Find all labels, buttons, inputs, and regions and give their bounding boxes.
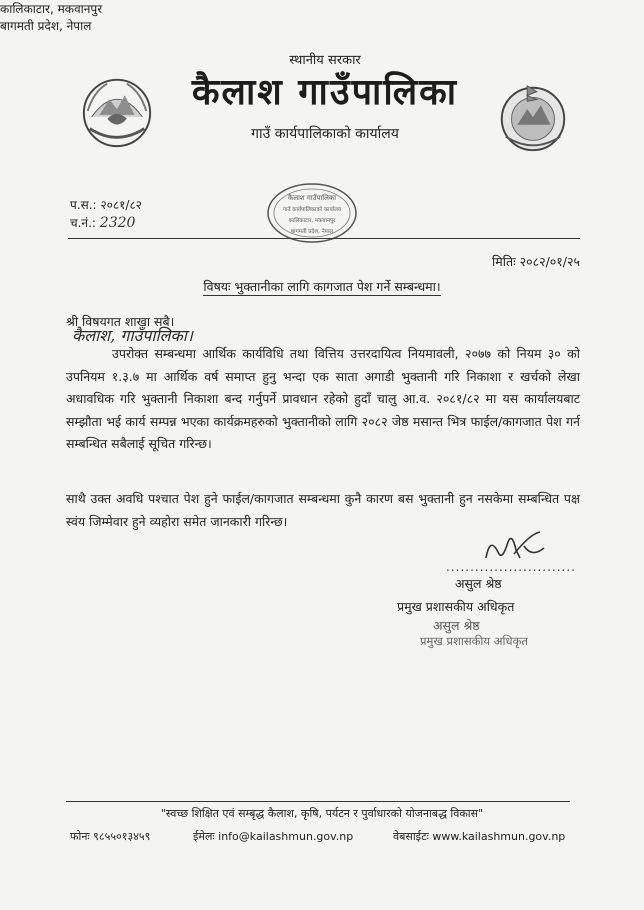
paragraph-1: उपरोक्त सम्बन्धमा आर्थिक कार्यविधि तथा वित्तिय उत्तरदायित्व नियमावली, २०७७ को नियम ३० को उपनियम १.३.७ मा आर्थिक वर्ष समाप्त हुनु भन्दा एक साता अगाडी भुक्तानी गरि निकाशा र खर्चको लेखा अधावधिक गरि भुक्तानी निकाशा बन्द गर्नुपर्ने प्रावधान रहेको हुदाँ चालु आ.व. २०८१/८२ मा यस कार्यालयबाट सम्झौता भई कार्य सम्पन्न भएका कार्यक्रमहरुको भुक्तानीको लागि २०८२ जेष्ठ मसान्त भित्र फाईल/कागजात पेश गर्न सम्बन्धित सबैलाई सूचित गरिन्छ। bbox=[66, 346, 580, 451]
footer-motto: "स्वच्छ शिक्षित एवं सम्बृद्ध कैलाश, कृषि, पर्यटन र पुर्वाधारको योजनाबद्ध विकास" bbox=[160, 807, 484, 820]
letter-subject bbox=[0, 278, 644, 295]
subject-text: विषयः भुक्तानीका लागि कागजात पेश गर्ने सम्बन्धमा। bbox=[203, 279, 441, 294]
cn-label: च.नं.: bbox=[70, 216, 96, 230]
cn-value: 2320 bbox=[99, 215, 136, 231]
letter-date: मितिः २०८२/०१/२५ bbox=[492, 254, 580, 269]
footer-website[interactable]: वेबसाईटः www.kailashmun.gov.np bbox=[393, 830, 566, 843]
handwritten-recipient: कैलाश, गाउँपालिका। bbox=[72, 326, 193, 345]
municipality-logo-icon bbox=[492, 76, 574, 158]
footer-divider bbox=[66, 801, 570, 802]
paragraph-2: साथै उक्त अवधि पश्चात पेश हुने फाईल/कागजात सम्बन्धमा कुनै कारण बस भुक्तानी हुन नसकेमा सम्बन्धित पक्ष स्वंय जिम्मेवार हुने व्यहोरा समेत जानकारी गरिन्छ। bbox=[66, 491, 580, 529]
ps-label: प.स.: bbox=[70, 198, 97, 212]
signer-title: प्रमुख प्रशासकीय अधिकृत bbox=[397, 599, 515, 614]
reference-cn bbox=[70, 214, 135, 231]
office-stamp bbox=[266, 182, 358, 244]
ps-value: २०८१/८२ bbox=[100, 198, 142, 212]
stamp-line-3: कालिकाटार, मकवानपुर bbox=[288, 218, 336, 224]
address-line-1: कालिकाटार, मकवानपुर bbox=[0, 2, 103, 16]
stamp-signer-title: प्रमुख प्रशासकीय अधिकृत bbox=[420, 634, 528, 648]
stamp-signer-name: असुल श्रेष्ठ bbox=[433, 618, 480, 633]
stamp-line-1: कैलाश गाउँपालिका bbox=[287, 194, 337, 202]
address-line-2: बागमती प्रदेश, नेपाल bbox=[0, 19, 92, 33]
stamp-line-2: गाउँ कार्यपालिकाको कार्यालय bbox=[282, 207, 342, 213]
stamp-line-4: बागमती प्रदेश, नेपाल bbox=[291, 229, 333, 235]
recipient: श्री विषयगत शाखा सबै। bbox=[66, 314, 175, 329]
office-name: गाउँ कार्यपालिकाको कार्यालय bbox=[251, 126, 399, 142]
footer-email[interactable]: ईमेलः info@kailashmun.gov.np bbox=[193, 830, 354, 843]
reference-ps bbox=[70, 196, 142, 213]
nepal-emblem-icon bbox=[78, 72, 156, 150]
footer-phone: फोनः ९८५५०१३४५९ bbox=[70, 830, 151, 843]
government-label: स्थानीय सरकार bbox=[289, 53, 361, 68]
header-divider bbox=[68, 238, 580, 239]
municipality-title: कैलाश गाउँपालिका bbox=[191, 71, 459, 113]
signature-line: ........................... bbox=[446, 560, 576, 574]
signer-name: असुल श्रेष्ठ bbox=[455, 576, 502, 591]
